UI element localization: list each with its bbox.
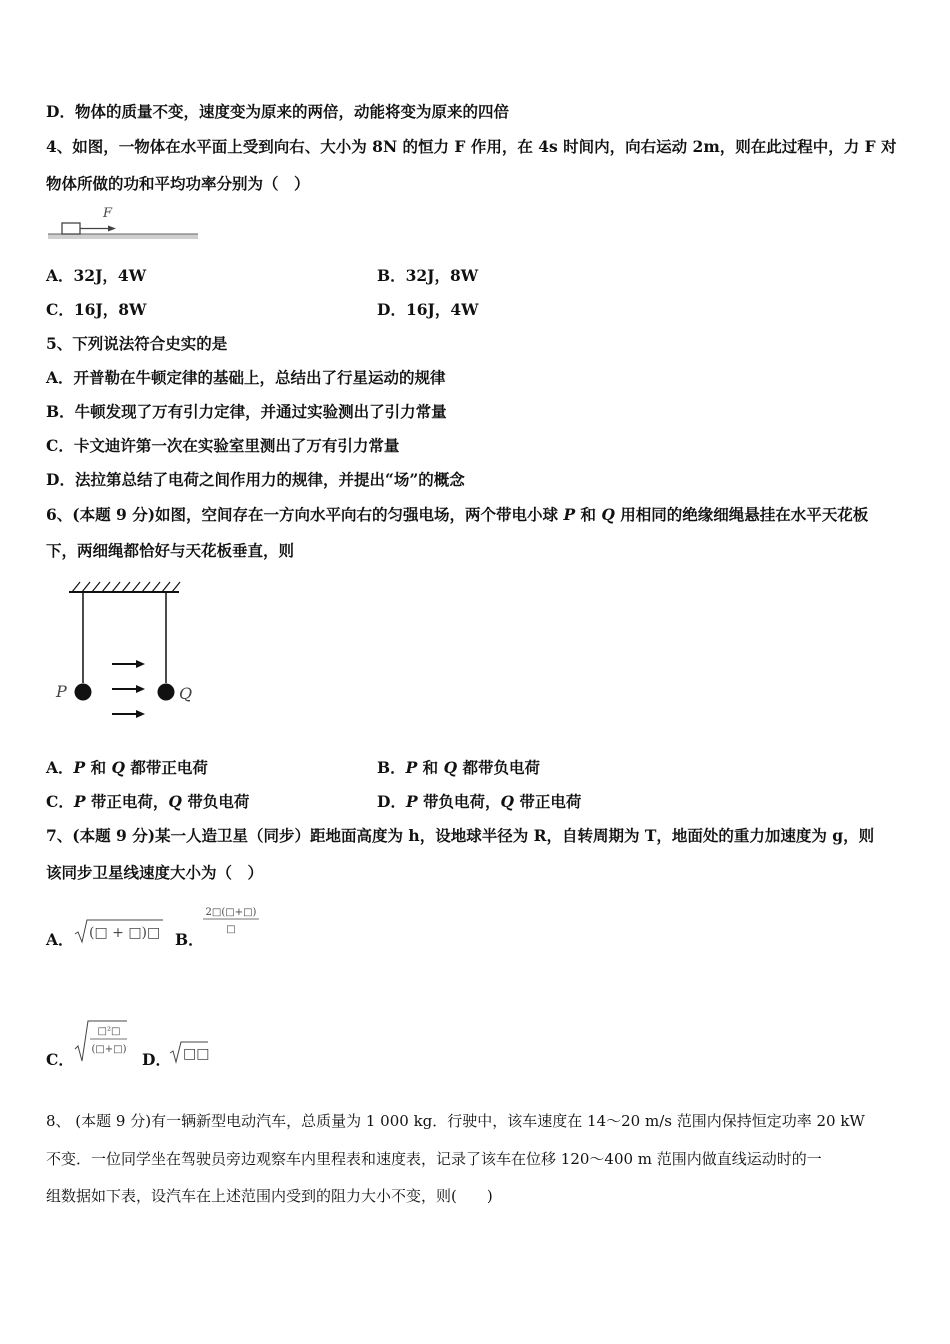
q5-option-a[interactable]: A．开普勒在牛顿定律的基础上，总结出了行星运动的规律 (46, 368, 446, 387)
ball-q (158, 684, 175, 701)
q8-line2: 不变．一位同学坐在驾驶员旁边观察车内里程表和速度表，记录了该车在位移 120～400 m 范围内做直线运动时的一 (46, 1150, 822, 1168)
q6-option-c[interactable]: C．P 带正电荷，Q 带负电荷 (46, 792, 250, 811)
q6-stem-line1: 6、(本题 9 分)如图，空间存在一方向水平向右的匀强电场，两个带电小球 P 和 Q 用相同的绝缘细绳悬挂在水平天花板 (46, 505, 869, 524)
q4-stem-line2: 物体所做的功和平均功率分别为（ ） (46, 174, 310, 193)
svg-text:(□ + □)□: (□ + □)□ (89, 925, 161, 941)
svg-text:2□(□+□): 2□(□+□) (205, 907, 257, 918)
q4-option-c[interactable]: C．16J，8W (46, 300, 147, 319)
q5-stem: 5、下列说法符合史实的是 (46, 334, 228, 353)
q7-option-b-label[interactable]: B． (175, 930, 204, 949)
ground-surface (48, 234, 198, 239)
q7-option-c-label[interactable]: C． (46, 1050, 74, 1069)
q5-option-b[interactable]: B．牛顿发现了万有引力定律，并通过实验测出了引力常量 (46, 402, 447, 421)
ball-p (75, 684, 92, 701)
force-label: F (103, 206, 113, 221)
q4-option-b[interactable]: B．32J，8W (377, 266, 479, 285)
q7-stem-line2: 该同步卫星线速度大小为（ ） (46, 863, 264, 882)
q4-option-a[interactable]: A．32J，4W (46, 266, 147, 285)
q5-option-c[interactable]: C．卡文迪许第一次在实验室里测出了万有引力常量 (46, 436, 400, 455)
q7-stem-line1: 7、(本题 9 分)某一人造卫星（同步）距地面高度为 h，设地球半径为 R，自转周期为 T，地面处的重力加速度为 g，则 (46, 826, 875, 845)
svg-text:□: □ (226, 924, 236, 935)
q7-option-d-label[interactable]: D． (142, 1050, 171, 1069)
q8-line1: 8、 (本题 9 分)有一辆新型电动汽车，总质量为 1 000 kg．行驶中，该车速度在 14～20 m/s 范围内保持恒定功率 20 kW (46, 1112, 865, 1130)
q7-formula-d[interactable] (168, 1040, 210, 1064)
label-q: Q (179, 684, 193, 703)
field-arrows (112, 660, 145, 718)
q6-pendulum-figure (52, 580, 202, 725)
q8-line3: 组数据如下表，设汽车在上述范围内受到的阻力大小不变，则( ) (46, 1187, 493, 1205)
q6-stem-line2: 下，两细绳都恰好与天花板垂直，则 (46, 541, 295, 560)
label-p: P (56, 682, 67, 701)
q7-formula-b[interactable] (200, 904, 262, 936)
svg-text:(□+□): (□+□) (91, 1044, 127, 1055)
q6-option-d[interactable]: D．P 带负电荷，Q 带正电荷 (377, 792, 582, 811)
svg-text:□□: □□ (183, 1046, 210, 1062)
q5-option-d[interactable]: D．法拉第总结了电荷之间作用力的规律，并提出“场”的概念 (46, 470, 465, 489)
svg-text:□²□: □²□ (97, 1026, 121, 1037)
block (62, 223, 80, 234)
q7-formula-c[interactable] (73, 1019, 129, 1063)
q4-block-figure (46, 203, 206, 248)
q6-option-b[interactable]: B．P 和 Q 都带负电荷 (377, 758, 540, 777)
q3-option-d[interactable]: D．物体的质量不变，速度变为原来的两倍，动能将变为原来的四倍 (46, 102, 509, 121)
ceiling-hatch (72, 582, 180, 592)
q4-stem-line1: 4、如图，一物体在水平面上受到向右、大小为 8N 的恒力 F 作用，在 4s 时间内，向右运动 2m，则在此过程中，力 F 对 (46, 137, 897, 156)
q6-option-a[interactable]: A．P 和 Q 都带正电荷 (46, 758, 208, 777)
q7-formula-a[interactable] (73, 918, 165, 944)
q7-option-a-label[interactable]: A． (46, 930, 74, 949)
q4-option-d[interactable]: D．16J，4W (377, 300, 479, 319)
